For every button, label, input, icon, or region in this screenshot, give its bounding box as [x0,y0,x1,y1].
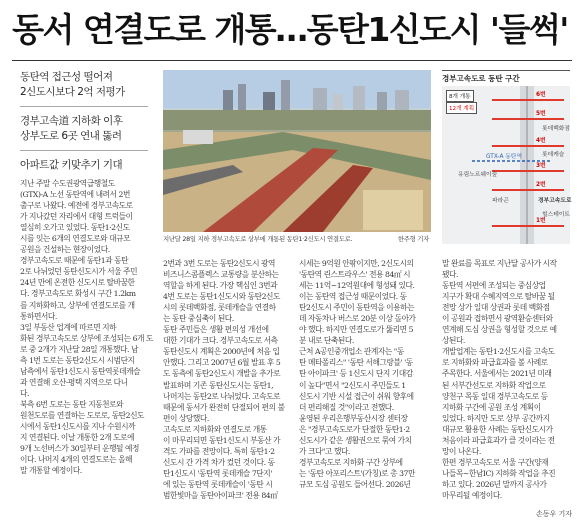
article-line: 윤영된 우리은행부동산시장 센터장 [299,413,408,423]
aerial-photo [163,70,431,232]
aerial-photo-illustration [163,70,431,232]
article-column-3 [299,258,431,490]
article-line: 양천구 목동 일대 경부고속도로 등 [442,391,548,401]
article-column-4 [442,258,572,501]
article-line: 경부고속도로 때문에 동탄1과 동탄 [20,256,129,266]
subheads [20,70,160,179]
article-line: 는 '동탄 아포리스트'(가칭)로 총 37만 [299,468,415,478]
place-lotte-castle: 롯데캐슬 [542,152,565,158]
article-line: 는 동탄 중심축이 된다. [163,314,234,324]
article-line: 동탄신도시 계획은 2000년에 처음 입 [163,347,280,357]
map-legend-12: 12개 계획 [446,102,477,114]
map-graphic [442,70,570,246]
article-line: 상된다. [442,336,465,346]
article-line: 과 연결해 오산·평택 지역으로 다니 [20,377,128,387]
subhead-1 [20,70,160,100]
article-line: 연계해 도심 상권을 형성할 것으로 예 [442,325,557,335]
article-line: 탄2신도시 주민이 동탄역을 이용하는 [299,303,415,313]
article-line: 신도시 기반 시설 접근이 쉬워 향후에 [299,391,414,401]
article-line: 분 내로 단축된다. [299,336,354,346]
map-title: 경부고속도로 동탄 구간 [442,74,520,83]
article-line: 북측 6번 도로는 동탄 지동천로와 [20,399,124,409]
article-column-2 [163,258,295,501]
place-norway-forest: 유림노르웨이숲 [458,172,498,178]
article-line: 된 서부간선도로 지하화 작업으로 [442,380,546,390]
subhead-divider [20,150,148,151]
road-label-1: 1번 [536,218,546,224]
road-label-6: 6번 [536,92,546,98]
article-line: 가 지나갔던 자리에서 대형 트럭들이 [20,212,133,222]
subhead-line: 아파트값 키맞추기 기대 [20,159,123,171]
place-paragon: 파라곤 [492,198,509,204]
article-line: 야 했다. 하지만 연결도로가 뚫리면 5 [299,325,414,335]
photo-caption [163,234,431,243]
subhead-3 [20,158,160,173]
article-line: 규모 도심 공원도 들어선다. 2026년 [299,479,411,489]
article-line: 있었다. 하지만 도로 상부 공간까지 [442,413,550,423]
article-line: 하고 있다. 2026년 말까지 공사가 [442,479,547,489]
article-line: 화된 경부고속도로 상부에 조성되는 6개 도 [20,333,154,343]
article-column-1 [20,178,160,476]
place-lotte-dept: 롯데백화점 [542,126,570,132]
article-line: 시세는 9억원 안팎이지만, 2신도시의 [299,259,414,268]
article-line: 원천도로를 연결하는 도로로, 동탄2신도 [20,410,145,420]
article-line: 동탄 주민들은 생활 편의성 개선에 [163,325,269,335]
article-line: 안했다. 그리고 2007년 6월 발표 후 5 [163,358,281,368]
article-line: 도 동측에 동탄2신도시 개발을 추가로 [163,369,281,379]
article-line: 시를 잇는 6개의 연결도로와 대규모 [20,234,131,244]
article-line: 에 있는 동탄역 롯데캐슬이 '동탄 시 [163,479,273,489]
article-line: 이다. 나머지 4개의 연결도로는 올해 [20,455,133,465]
article-line: 편이 상당했다. [163,413,209,423]
article-line: 데 자동차나 버스로 20분 이상 돌아가 [299,314,416,324]
map-area [442,86,570,244]
article-line: 탄 아이파크' 등 1신도시 단지 기대감 [299,369,413,379]
article-line: 동탄역 서편에 조성되는 중심상업 [442,281,546,291]
article-line: 가 크다"고 했다. [299,446,350,456]
map-legend-8: 8개 개통 [446,90,474,102]
article-line: 한편 경부고속도로 서울 구간(양재 [442,457,549,467]
article-line: 대규모 활용한 사례는 동탄신도시가 [442,424,553,434]
article-line: 시의 롯데백화점, 롯데캐슬을 연결하 [163,303,276,313]
caption-text: 지난달 28일 지하 경부고속도로 상부에 개통된 동탄1·2신도시 연결도로. [163,235,353,243]
article-line: 로 지하화와 파급효과를 볼 사례로 [442,358,548,368]
article-line: 발표하며 기존 동탄신도시는 동탄1, [163,380,274,390]
road-label-2: 2번 [536,182,546,188]
article-line: 대한 기대가 크다. 경부고속도로 서측 [163,336,278,346]
subhead-divider [20,106,148,107]
article-line: 를 지하화하고, 상부에 연결도로를 개 [20,300,135,310]
article-line: 고속도로 지하화와 연결도로 개통 [163,424,267,434]
article-line: 됐다. [442,270,458,280]
article-line: 탄 메타폴리스" '동탄 서해그랑블' '동 [299,358,413,368]
article-line: 9개 노선버스가 30일부터 운행될 예정 [20,444,139,454]
article-line: 신도시 간 가격 차가 컸던 것이다. 동 [163,457,275,467]
subhead-line: 상부도로 6곳 연내 뚫려 [20,130,122,142]
subhead-2 [20,114,160,144]
article-line: 지난 주말 수도권광역급행철도 [20,179,115,188]
article-line: 전망 상가 일대 상권과 롯데 백화점 [442,303,550,313]
article-line: (GTX)-A 노선 동탄역에 내려서 2번 [20,190,130,200]
article-line: 남측에서 동탄1신도시 동탄역롯데캐슬 [20,366,141,376]
article-line: 망이 나온다. [442,446,481,456]
article-line: 근처 A공인중개업소 관계자는 "동 [299,347,404,357]
subhead-line: 경부고속道 지하화 이후 [20,115,123,127]
article-line: 주목한다. 서울에서는 2021년 미래 [442,369,552,379]
article-line: 지 연결된다. 이날 개통한 2개 도로에 [20,433,135,443]
headline: 동서 연결도로 개통…동탄1신도시 '들썩' [12,10,568,49]
place-hillstate: 힐스테이트 [542,212,570,218]
article-line: 2번과 3번 도로는 동탄2신도시 광역 [163,259,275,268]
article-line: 더 편리해질 것"이라고 전했다. [299,402,394,412]
article-line: 다. [20,388,29,398]
road-label-3: 3번 [536,163,546,169]
article-line: 4번 도로는 동탄1신도시와 동탄2신도 [163,292,280,302]
subhead-line: 2신도시보다 2억 저평가 [20,86,125,98]
article-line: 통하면서다. [20,311,57,321]
byline: 손동우 기자 [535,510,572,518]
article-line: 경부고속도로 지하화 구간 상부에 [299,457,403,467]
article-line: 지하화 구간에 공원 조성 계획이 [442,402,541,412]
article-line: 이 공원과 접하면서 광역환승센터와 [442,314,553,324]
article-line: 탄1신도시 '동탄역 롯데캐슬 7단지' [163,468,272,478]
article-line: 세는 11억~12억원대에 형성돼 있다. [299,281,415,291]
article-line: 때문에 동서가 완전히 단절되어 편의 불 [163,402,285,412]
article-line: 측 1번 도로는 동탄2신도시 시범단지 [20,355,135,365]
article-line: 처음이라 파급효과가 클 것이라는 전 [442,435,555,445]
article-line: 24년 만에 온전한 신도시로 탈바꿈한 [20,278,135,288]
article-line: 이는 동탄역 접근성 때문이었다. 동 [299,292,407,302]
road-label-4: 4번 [536,138,546,144]
place-gtx-station: GTX-A 동탄역 [486,154,523,160]
article-line: 신도시가 같은 생활권으로 묶여 가치 [299,435,412,445]
subhead-line: 동탄역 접근성 떨어져 [20,71,113,83]
article-line: 비즈니스콤플렉스 교통량을 분산하는 [163,270,279,280]
article-line: 다. 경부고속도로 화성시 구간 1.2km [20,289,136,299]
article-line: 2로 나뉘었던 동탄신도시가 서울 주민 [20,267,138,277]
headline-rule [12,60,572,61]
article-line: 마무리될 예정이다. [442,490,502,500]
place-expressway: 경부고속도로 [538,198,572,204]
article-line: 열심히 오가고 있었다. 동탄1·2신도 [20,223,130,233]
article-line: 개발업계는 동탄1·2신도시를 고속도 [442,347,555,357]
article-line: 공원을 건설하는 현장이었다. [20,245,110,255]
article-line: 이 높다"면서 "2신도시 주민들도 1 [299,380,406,390]
article-line: 로 중 2개가 지난달 28일 개통했다. 남 [20,344,138,354]
article-line: 말 완료를 목표로 지난달 공사가 시작 [442,259,557,268]
article-line: 나머지는 동탄2로 나뉘었다. 고속도로 [163,391,281,401]
article-line: '동탄역 린스트라우스' 전용 84㎡ 시 [299,270,411,280]
photo-credit: 한주형 기자 [397,235,429,243]
article-line: 역할을 하게 된다. 가장 핵심인 3번과 [163,281,278,291]
article-line: 은 "경부고속도로가 단절한 동탄1·2 [299,424,410,434]
article-line: 격도 가파를 전망이다. 특히 동탄1·2 [163,446,275,456]
article-line: 이 마무리되면 동탄1신도시 부동산 가 [163,435,281,445]
article-line: 시에서 동탄1신도시를 지나 수원시까 [20,422,136,432]
article-line: 말 개통할 예정이다. [20,466,82,476]
article-line: 범한빛마을 동탄아이파크' 전용 84㎡ [163,490,278,500]
road-label-5: 5번 [536,111,546,117]
article-line: 지구가 확대 수혜지역으로 탈바꿈 될 [442,292,555,302]
article-line: 출구로 나왔다. 예전에 경부고속도로 [20,201,133,211]
article-line: 나들목~한남IC) 지하화 작업을 추진 [442,468,556,478]
article-line: 3일 부동산 업계에 따르면 지하 [20,322,117,332]
